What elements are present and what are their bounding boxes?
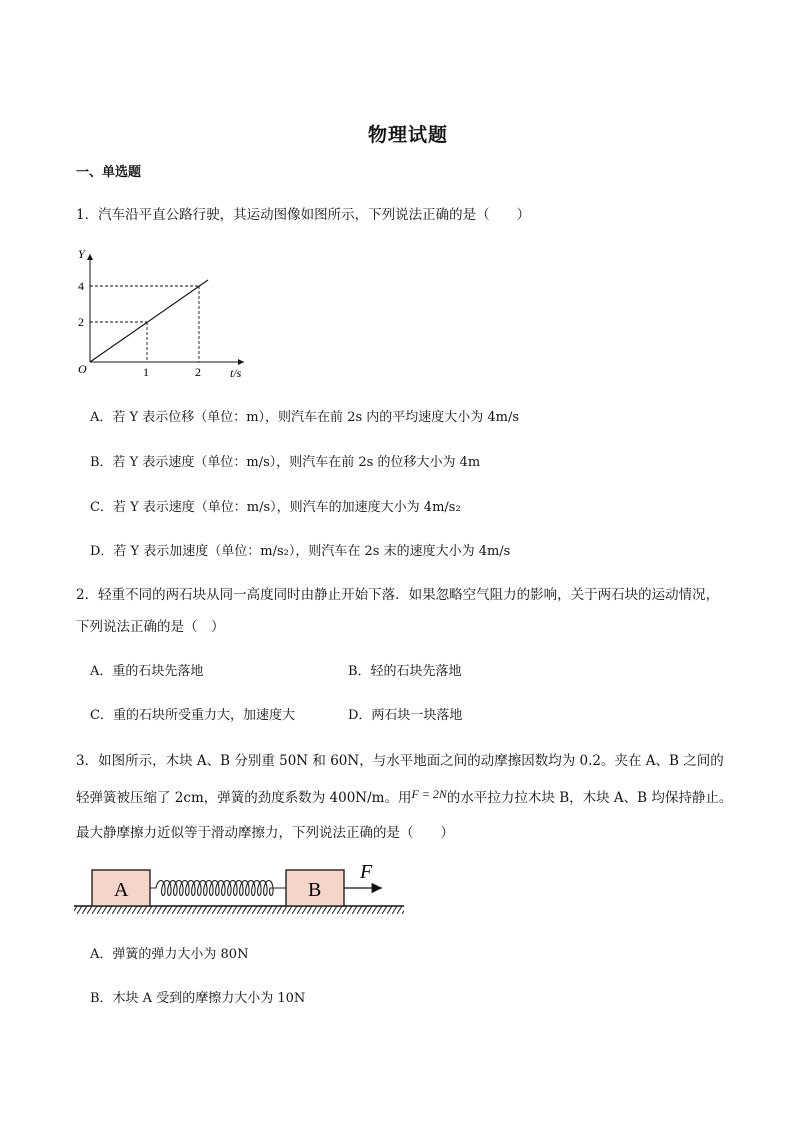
q3-stem-line1: 3．如图所示，木块 A、B 分别重 50N 和 60N，与水平地面之间的动摩擦因数均为 0.2。夹在 A、B 之间的 [76, 753, 724, 769]
section-heading: 一、单选题 [76, 165, 142, 180]
q2-option-b: B．轻的石块先落地 [348, 664, 462, 679]
q3-option-b: B．木块 A 受到的摩擦力大小为 10N [90, 991, 306, 1006]
q3-stem-line2-part1: 轻弹簧被压缩了 2cm，弹簧的劲度系数为 400N/m。用 [76, 790, 412, 806]
q3-force-formula: F = 2N [411, 787, 447, 801]
graph-line [90, 280, 208, 362]
spring [150, 881, 286, 896]
q2-option-a: A．重的石块先落地 [90, 664, 204, 679]
q3-stem-line3: 最大静摩擦力近似等于滑动摩擦力，下列说法正确的是（ ） [76, 825, 454, 841]
y-axis-label: Y [78, 247, 85, 261]
q3-stem-line2-part2: 的水平拉力拉木块 B，木块 A、B 均保持静止。 [446, 790, 733, 806]
q1-option-c: C．若 Y 表示速度（单位：m/s），则汽车的加速度大小为 4m/s₂ [90, 500, 461, 515]
x-tick-2: 2 [195, 365, 201, 379]
q3-option-a: A．弹簧的弹力大小为 80N [90, 947, 249, 962]
q1-motion-graph [72, 240, 262, 380]
q1-option-b: B．若 Y 表示速度（单位：m/s），则汽车在前 2s 的位移大小为 4m [90, 455, 481, 470]
q2-option-d: D．两石块一块落地 [348, 708, 463, 723]
q2-stem-line1: 2．轻重不同的两石块从同一高度同时由静止开始下落．如果忽略空气阻力的影响，关于两石块的运动情况， [76, 587, 720, 603]
q3-spring-blocks-figure [72, 858, 412, 920]
y-tick-4: 4 [78, 279, 84, 293]
page-title: 物理试题 [367, 124, 448, 146]
q2-stem-line2: 下列说法正确的是（ ） [76, 619, 225, 635]
origin-label: O [78, 362, 87, 376]
q3-stem-line2 [76, 786, 732, 806]
force-label: F [360, 861, 373, 883]
ground-hatching [74, 906, 404, 914]
x-axis-label: t/s [230, 366, 242, 380]
q1-stem: 1．汽车沿平直公路行驶，其运动图像如图所示，下列说法正确的是（ ） [76, 207, 531, 223]
q1-option-d: D．若 Y 表示加速度（单位：m/s₂），则汽车在 2s 末的速度大小为 4m/s [90, 544, 511, 559]
q2-option-c: C．重的石块所受重力大，加速度大 [90, 708, 295, 723]
q1-option-a: A．若 Y 表示位移（单位：m），则汽车在前 2s 内的平均速度大小为 4m/s [90, 410, 520, 425]
block-b-label: B [308, 879, 322, 901]
y-tick-2: 2 [78, 315, 84, 329]
block-a-label: A [114, 879, 129, 901]
x-tick-1: 1 [143, 365, 149, 379]
